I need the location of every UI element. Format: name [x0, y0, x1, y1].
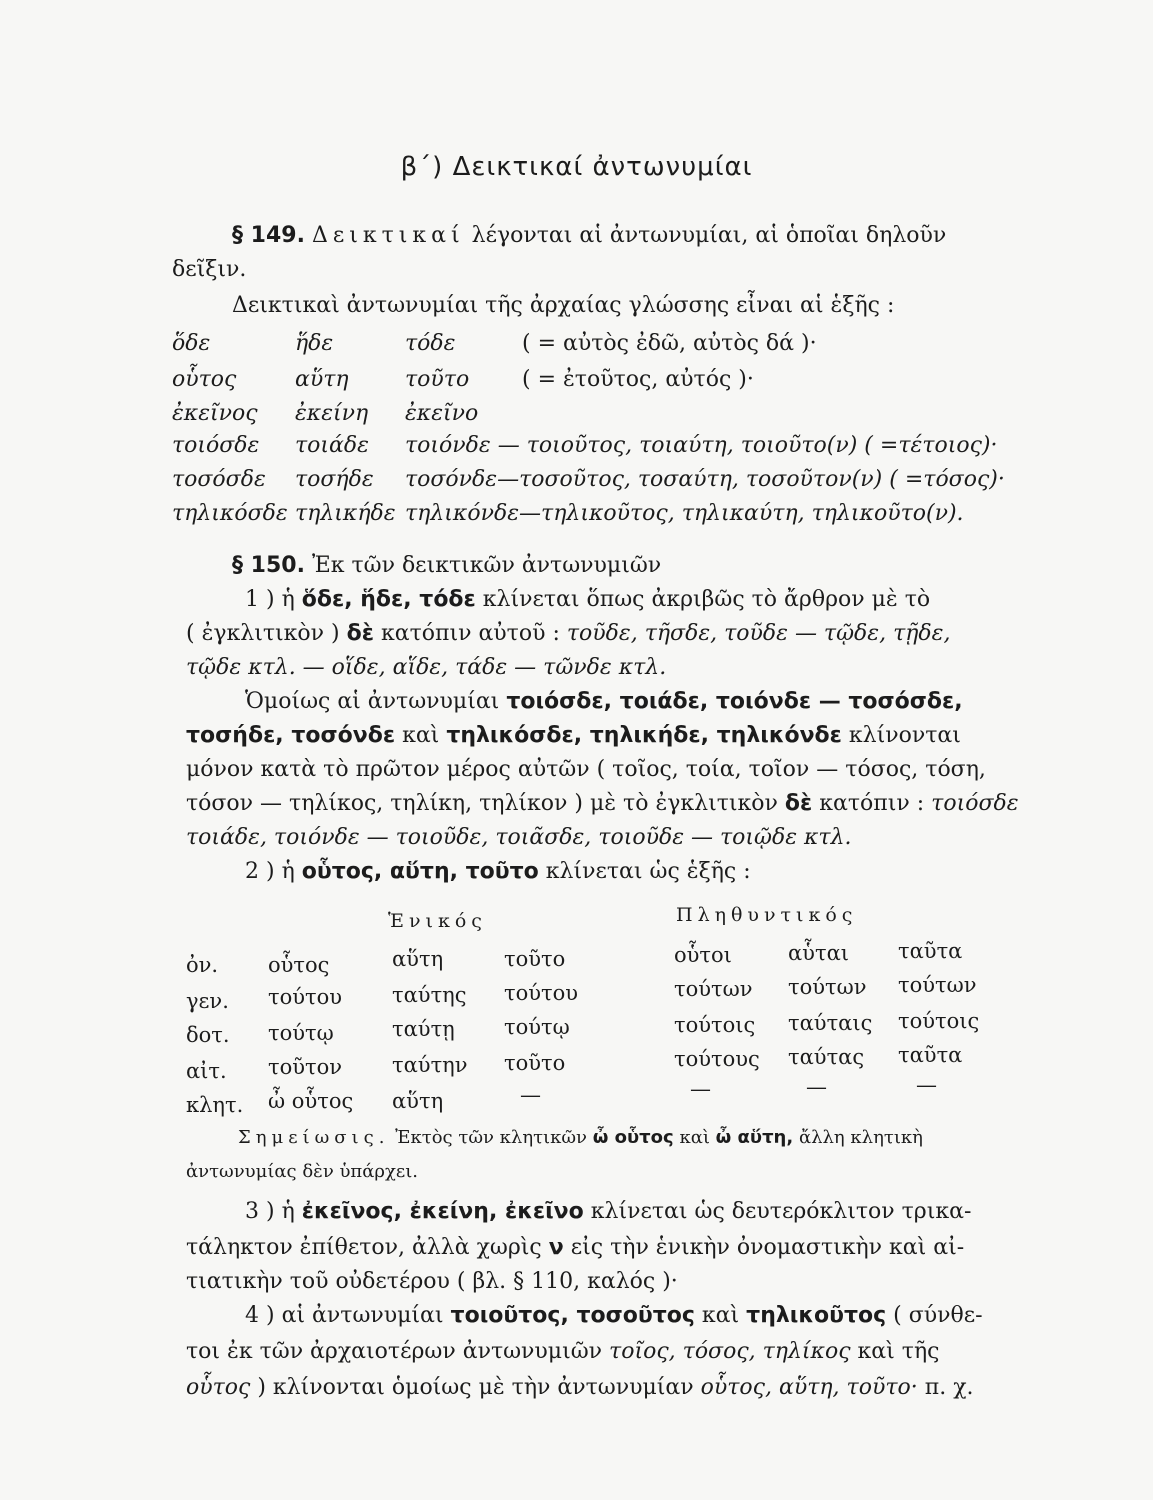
text: Ἐκτὸς τῶν κλητικῶν: [395, 1127, 587, 1148]
form: τούτου: [268, 985, 343, 1009]
form: τούτων: [674, 977, 753, 1001]
paragraph-150-line-9: τοιάδε, τοιόνδε — τοιοῦδε, τοιᾶσδε, τοιοῦδε — τοιῷδε κτλ.: [186, 825, 852, 850]
paragraph-149-line-2: δεῖξιν.: [172, 257, 247, 282]
text: κατόπιν αὐτοῦ :: [380, 621, 560, 646]
form: τούτων: [788, 975, 867, 999]
form: τούτοις: [898, 1009, 980, 1033]
pronoun: τηλικήδε: [295, 501, 396, 526]
pronoun-row: [172, 330, 210, 358]
text: καὶ: [679, 1127, 710, 1148]
bold-text: οὗτος, αὕτη, τοῦτο: [301, 859, 539, 884]
text: εἰς τὴν ἑνικὴν ὀνομαστικὴν καὶ αἰ-: [570, 1235, 965, 1260]
text: ) κλίνονται ὁμοίως μὲ τὴν ἀντωνυμίαν: [257, 1375, 694, 1400]
bold-text: τοσήδε, τοσόνδε: [186, 723, 396, 748]
paragraph-150-line-7: μόνον κατὰ τὸ πρῶτον μέρος αὐτῶν ( τοῖος, τοία, τοῖον — τόσος, τόση,: [186, 757, 986, 782]
paragraph-150-line-5: [245, 688, 963, 716]
text: κλίνεται ὡς δευτερόκλιτον τρικα-: [590, 1199, 972, 1224]
pronoun-series: τηλικόνδε—τηλικοῦτος, τηλικαύτη, τηλικοῦτο(ν).: [405, 501, 964, 526]
text: τοι ἐκ τῶν ἀρχαιοτέρων ἀντωνυμιῶν: [186, 1339, 603, 1364]
form: τούτους: [674, 1047, 760, 1071]
section-number: § 149.: [232, 223, 305, 248]
case-label: δοτ.: [186, 1023, 230, 1047]
paragraph-150-line-3: [186, 620, 950, 648]
text: ( ἐγκλιτικὸν ): [186, 621, 340, 646]
pronoun: αὕτη: [295, 367, 349, 392]
singular-header: Ἑνικός: [388, 910, 487, 932]
form: οὗτος: [268, 953, 330, 977]
pronoun: ἐκεῖνο: [405, 401, 479, 426]
pronoun-series: τοιόνδε — τοιοῦτος, τοιαύτη, τοιοῦτο(ν) ( =τέτοιος)·: [405, 433, 998, 458]
pronoun: τόδε: [405, 331, 456, 356]
bold-text: ὦ αὕτη,: [715, 1127, 794, 1148]
pronoun: τοσόσδε: [172, 467, 266, 492]
item-3-line-2: [186, 1234, 964, 1262]
paragraph-150-line-4: τῷδε κτλ. — οἵδε, αἵδε, τάδε — τῶνδε κτλ.: [186, 655, 667, 680]
text: ἄλλη κλητικὴ: [798, 1127, 923, 1148]
plural-header: Πληθυντικός: [676, 904, 858, 926]
note-line-1: [238, 1124, 923, 1152]
item-3-line-3: τιατικὴν τοῦ οὐδετέρου ( βλ. § 110, καλός )·: [186, 1269, 678, 1294]
pronoun: τηλικόσδε: [172, 501, 288, 526]
pronoun: ἥδε: [295, 331, 334, 356]
pronoun: ἐκεῖνος: [172, 401, 258, 426]
pronoun: οὗτος: [172, 367, 237, 392]
form: ὦ οὗτος: [268, 1089, 354, 1113]
form: ταύταις: [788, 1011, 873, 1035]
item-4-line-2: [186, 1338, 939, 1366]
bold-text: ν: [548, 1235, 564, 1260]
empty-dash: —: [806, 1075, 827, 1099]
form: ταύτας: [788, 1045, 865, 1069]
text: τόσον — τηλίκος, τηλίκη, τηλίκον ) μὲ τὸ ἐγκλιτικὸν: [186, 791, 778, 816]
pronoun: τοιόσδε: [172, 433, 260, 458]
form: ταύτῃ: [392, 1017, 455, 1041]
item-3-line-1: [245, 1198, 971, 1226]
text: Ἐκ τῶν δεικτικῶν ἀντωνυμιῶν: [311, 553, 662, 578]
paragraph-150-line-2: [245, 586, 930, 614]
case-label: αἰτ.: [186, 1059, 227, 1083]
pronoun: τοῦτο: [405, 367, 470, 392]
case-label: γεν.: [186, 989, 229, 1013]
italic-text: οὗτος, αὕτη, τοῦτο·: [700, 1375, 918, 1400]
paragraph-150-line-1: [232, 552, 661, 580]
text: 2 ) ἡ: [245, 859, 295, 884]
pronoun: τοσήδε: [295, 467, 374, 492]
item-4-line-1: [245, 1302, 983, 1330]
gloss: ( = ἐτοῦτος, αὐτός )·: [522, 367, 754, 392]
form: ταύτης: [392, 983, 467, 1007]
text: λέγονται αἱ ἀντωνυμίαι, αἱ ὁποῖαι δηλοῦν: [471, 223, 947, 248]
form: αὕτη: [392, 947, 444, 971]
bold-text: ἐκεῖνος, ἐκείνη, ἐκεῖνο: [301, 1199, 584, 1224]
section-heading: β΄) Δεικτικαί ἀντωνυμίαι: [400, 152, 753, 182]
case-label: κλητ.: [186, 1093, 244, 1117]
form: οὗτοι: [674, 943, 732, 967]
empty-dash: —: [916, 1073, 937, 1097]
form: τούτοις: [674, 1013, 756, 1037]
form: αὕτη: [392, 1089, 444, 1113]
text: 3 ) ἡ: [245, 1199, 295, 1224]
case-label: ὀν.: [186, 953, 219, 977]
empty-dash: —: [520, 1083, 541, 1107]
text: κλίνονται: [848, 723, 961, 748]
gloss: ( = αὐτὸς ἐδῶ, αὐτὸς δά )·: [522, 331, 817, 356]
empty-dash: —: [690, 1077, 711, 1101]
text: καὶ τῆς: [857, 1339, 940, 1364]
paragraph-149-intro: Δεικτικαὶ ἀντωνυμίαι τῆς ἀρχαίας γλώσσης εἶναι αἱ ἑξῆς :: [232, 293, 895, 318]
text: Ὁμοίως αἱ ἀντωνυμίαι: [245, 689, 500, 714]
form: ταῦτα: [898, 1043, 963, 1067]
bold-text: τοιόσδε, τοιάδε, τοιόνδε — τοσόσδε,: [506, 689, 963, 714]
pronoun: ἐκείνη: [295, 401, 369, 426]
note-line-2: ἀντωνυμίας δὲν ὑπάρχει.: [186, 1161, 419, 1182]
paragraph-150-line-10: [245, 858, 751, 886]
bold-text: ὅδε, ἥδε, τόδε: [301, 587, 476, 612]
text: καὶ: [402, 723, 440, 748]
paragraph-150-line-6: [186, 722, 961, 750]
bold-text: ὦ οὗτος: [592, 1127, 674, 1148]
note-label: Σημείωσις.: [238, 1127, 390, 1148]
form: αὗται: [788, 941, 849, 965]
text: ( σύνθε-: [893, 1303, 983, 1328]
pronoun-series: τοσόνδε—τοσοῦτος, τοσαύτη, τοσοῦτον(ν) ( =τόσος)·: [405, 467, 1005, 492]
form: τοῦτον: [268, 1055, 343, 1079]
text: κατόπιν :: [819, 791, 925, 816]
form: ταῦτα: [898, 939, 963, 963]
form: τούτων: [898, 973, 977, 997]
item-4-line-3: [186, 1374, 974, 1402]
italic-text: τοιόσδε: [931, 791, 1019, 816]
form: ταύτην: [392, 1053, 468, 1077]
section-number: § 150.: [232, 553, 305, 578]
bold-text: τηλικόσδε, τηλικήδε, τηλικόνδε: [446, 723, 842, 748]
text: 1 ) ἡ: [245, 587, 295, 612]
form: τούτῳ: [268, 1021, 334, 1045]
italic-text: τοῖος, τόσος, τηλίκος: [609, 1339, 851, 1364]
pronoun: τοιάδε: [295, 433, 369, 458]
text: κλίνεται ὅπως ἀκριβῶς τὸ ἄρθρον μὲ τὸ: [482, 587, 931, 612]
text: κλίνεται ὡς ἑξῆς :: [545, 859, 751, 884]
paragraph-150-line-8: [186, 790, 1019, 818]
form: τοῦτο: [504, 947, 566, 971]
italic-text: τοῦδε, τῆσδε, τοῦδε — τῷδε, τῇδε,: [566, 621, 951, 646]
pronoun: ὅδε: [172, 331, 211, 356]
form: τούτου: [504, 981, 579, 1005]
bold-text: δὲ: [346, 621, 374, 646]
term: Δεικτικαί: [311, 223, 465, 248]
text: 4 ) αἱ ἀντωνυμίαι: [245, 1303, 444, 1328]
text: τάληκτον ἐπίθετον, ἀλλὰ χωρὶς: [186, 1235, 542, 1260]
paragraph-149-line-1: [232, 222, 946, 250]
form: τοῦτο: [504, 1051, 566, 1075]
form: τούτῳ: [504, 1015, 570, 1039]
text: π. χ.: [924, 1375, 974, 1400]
bold-text: δὲ: [784, 791, 813, 816]
italic-text: οὗτος: [186, 1375, 251, 1400]
text: καὶ: [701, 1303, 740, 1328]
bold-text: τοιοῦτος, τοσοῦτος: [450, 1303, 695, 1328]
bold-text: τηλικοῦτος: [746, 1303, 887, 1328]
